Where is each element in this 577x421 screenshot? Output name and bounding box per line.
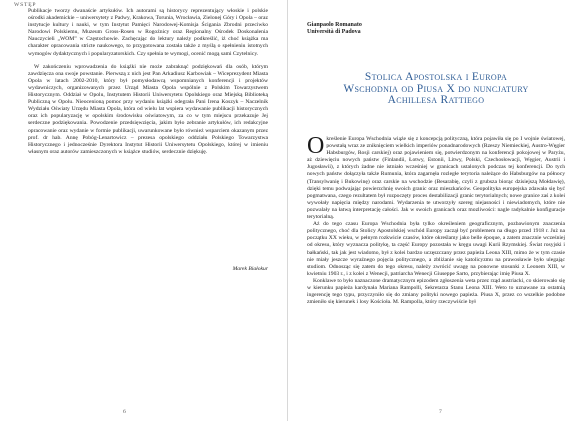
paragraph: Konklawe to było naznaczone dramatycznym epizodem zgłoszenia weta przez rząd austriacki, co skierowało się w kierunku papieża kardynała Mariana Rampolli, Sekretarza Stanu Leona XIII. Weto to uznawane za ostatnią ingerencję tego typu, przyczyniło się do zmiany polityki nowego papieża. Piusa X, przez co wszelkie podobne zmieniło się kierunek i losy Kościoła. M. Rampolla, który rzeczywiście był [307, 277, 565, 306]
page-number: 7 [439, 409, 442, 415]
left-page [0, 0, 288, 421]
chapter-title [303, 72, 569, 107]
author-affiliation: Università di Padova [307, 29, 361, 35]
running-head: WSTĘP [14, 2, 37, 8]
chapter-title-line: Achillesa Rattiego [387, 94, 485, 106]
author-name: Gianpaolo Romanato [307, 22, 362, 28]
paragraph: Aż do tego czasu Europa Wschodnia była tylko określeniem geograficznym, pozbawionym znaczenia politycznego, choć dla Stolicy Apostolskiej wschód Europy zaczął być problemem na długo przed 1918 r. Już na początku XX wieku, w pełnym rozkwicie czasów, które określamy jako belle époque, a zatem znacznie wcześniej od okresu, który wyznacza politykę, ta część Europy pozostała w kręgu uwagi Kurii Rzymskiej. Świat rosyjski i bałkański, tak jak jest wiadomo, był z kolei bardzo uczęszczany przez papieża Leona XIII, mimo że w tym czasie nie miały jeszcze wyraźnego pojęcia politycznego, a zbliżanie się katolicyzmu na prawosławie było ulegając studiom. Odnosząc się zatem do tego okresu, należy zwrócić uwagę na ponowne stosunki z Leonem XIII, w kwietniu 1903 r., i z kolei z Wenecji, patriarcha Wenecji Giuseppe Sarto, przybierając imię Piusa X. [307, 221, 565, 277]
chapter-title-line: Wschodnia od Piusa X do nuncjatury [343, 82, 529, 95]
author-signature: Marek Białokur [232, 266, 268, 272]
page-number: 6 [123, 409, 126, 415]
author-block [307, 22, 507, 36]
right-text-block [307, 133, 565, 306]
right-page [289, 0, 577, 421]
left-text-block [28, 8, 268, 156]
paragraph: Publikacje tworzy dwanaście artykułów. Ich autorami są historycy reprezentujący włoskie i polskie ośrodki akademickie – uniwersytety z Padwy, Krakowa, Torunia, Wrocławia, Zielonej Góry i Opola – oraz instytucje kultury i nauki, w tym Instytut Pamięci Narodowej-Komisja Ścigania Zbrodni przeciwko Narodowi Polskiemu, Muzeum Gross-Rosen w Rogoźnicy oraz Regionalny Ośrodek Doskonalenia Nauczycieli „WOM” w Częstochowie. Zachęcając do lektury należy podkreślić, iż choć książka ma charakter opracowania stricte naukowego, to przygotowana została także z myślą o spełnieniu istotnych wymogów dydaktycznych i popularyzatorskich. Czy spełnia te wymogi, ocenić mogą sami Czytelnicy. [28, 8, 268, 57]
paragraph-text: kreślenie Europa Wschodnia wiąże się z koncepcją polityczną, która pojawiła się po I wojnie światowej, powstałą wraz ze zniknięciem wielkich imperiów ponadnarodowych (Rzeszy Niemieckiej, Austro-Węgier Habsburgów, Rosji carskiej) oraz pojawieniem się, potwierdzonym na konferencji pokojowej w Paryżu, aż dziewięciu nowych państw (Finlandii, Łotwy, Estonii, Litwy, Polski, Czechosłowacji, Węgier, Austrii i Jugosławii), z których żadne nie istniało wcześniej w granicach ustalonych podczas tej konferencji. Do tych nowych państw dołączyła także Rumunia, która zagarnęła rozległe terytoria należące do Habsburgów na północy (Transylwanię i Bukowinę) oraz carskie na wschodzie (Besarabię, czyli z grubsza biorąc dzisiejszą Mołdawię), dzięki temu podwajając powierzchnię swoich granic oraz mieszkańców. Geopolityka europejska zdawała się być pogmatwana, czego rezultatem był rozpoczęty proces destabilizacji granic terytorialnych; nowe granice zaś z kolei wywołały napięcia między narodami. Wydarzenia te utworzyły szereg niejasności i niewiadomych, które nie pozwalały na łatwą interpretację całości. Jak w swoich granicach oraz mozliwości: nagle radykalnie konfiguracje terytorialną. [307, 136, 565, 221]
drop-cap: O [307, 133, 325, 159]
paragraph [307, 133, 565, 221]
chapter-title-line: Stolica Apostolska i Europa [364, 71, 508, 83]
paragraph: W zakończeniu wprowadzenia do książki nie może zabraknąć podziękowań dla osób, którym zawdzięcza ona swoje powstanie. Pierwszą z nich jest Pan Arkadiusz Karbowiak – Wiceprezydent Miasta Opola w latach 2002-2010, który był pomysłodawcą wspomnianych konferencji i projektów wydawniczych, organizowanych przez Urząd Miasta Opola wspólnie z Polskim Towarzystwem Historycznym. Oddział w Opolu, Instytutem Historii Uniwersytetu Opolskiego oraz Miejską Biblioteką Publiczną w Opolu. Nieocenioną pomoc przy wydaniu książki odegrała Pani Irena Koszyk – Naczelnik Wydziału Oświaty Urzędu Miasta Opola, która od wielu lat wspiera wydawanie publikacji historycznych oraz ich popularyzację w opolskim środowisku oświatowym, za co w tym miejscu przekazuje Jej serdeczne podziękowania. Powodzenie przedsięwzięcia, jakim było zebranie artykułów, ich redakcyjne opracowanie oraz wydanie w formie publikacji, uwarunkowane było również wsparciem okazanym przez prof. dr hab. Annę Pobóg-Lenartowicz – prezesa opolskiego oddziału Polskiego Towarzystwa Historycznego i jednocześnie Dyrektora Instytut Historii Uniwersytetu Opolskiego, której w imieniu własnym oraz autorów zamieszczonych w książce studiów, serdecznie dziękuję. [28, 63, 268, 155]
